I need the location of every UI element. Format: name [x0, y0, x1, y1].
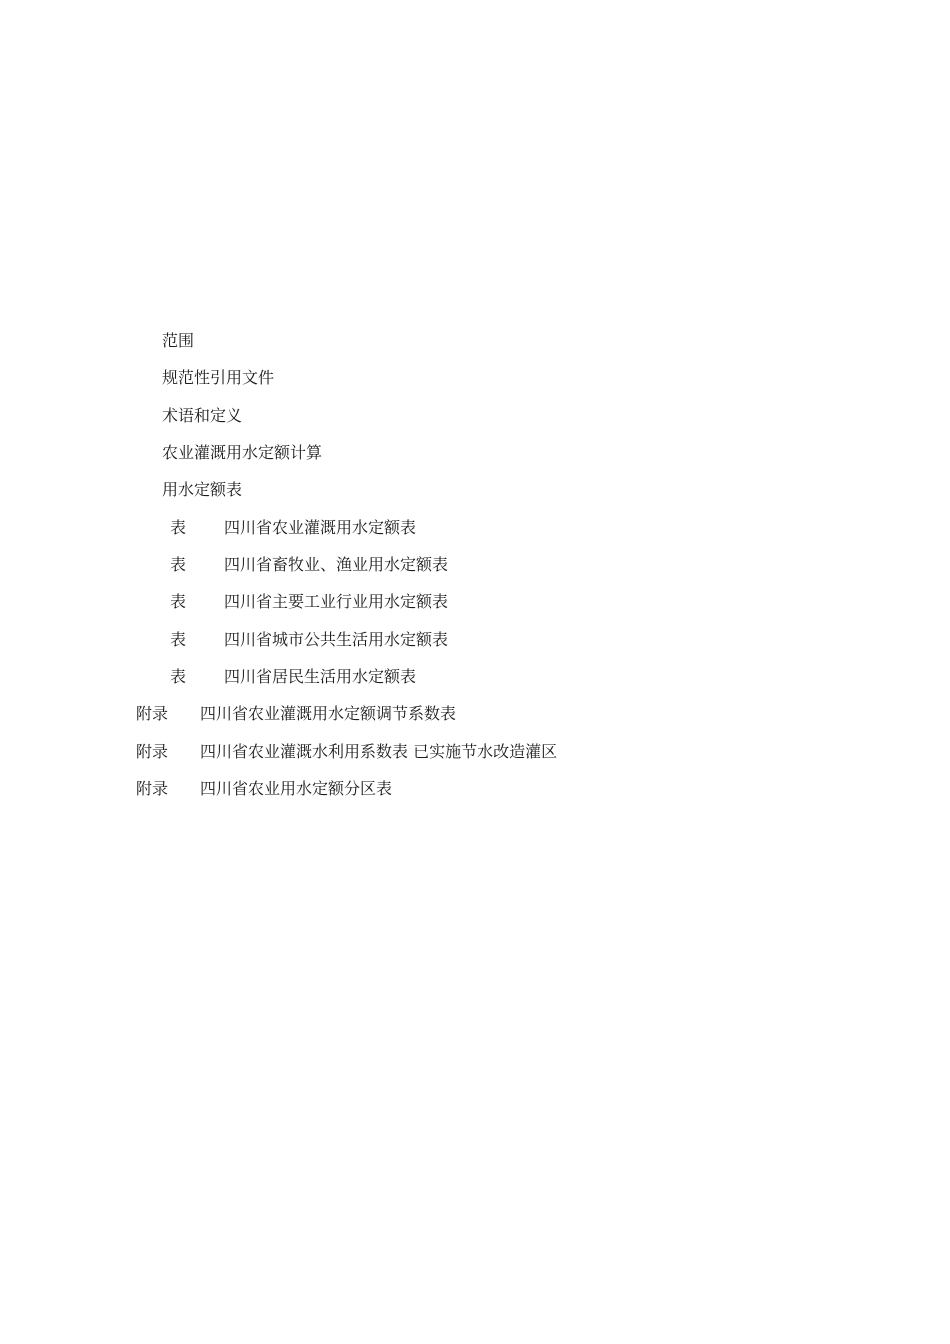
toc-table-prefix: 表 [170, 630, 187, 649]
toc-appendix-title: 四川省农业用水定额分区表 [200, 779, 393, 798]
toc-table-title: 四川省畜牧业、渔业用水定额表 [224, 555, 449, 574]
toc-table-prefix: 表 [170, 518, 187, 537]
toc-appendix-prefix: 附录 [136, 704, 169, 723]
toc-section-title: 农业灌溉用水定额计算 [162, 443, 323, 462]
toc-heading [0, 198, 950, 226]
toc-section-title: 规范性引用文件 [162, 368, 275, 387]
toc-appendix-prefix: 附录 [136, 779, 169, 798]
toc-appendix-prefix: 附录 [136, 742, 169, 761]
toc-table-title: 四川省城市公共生活用水定额表 [224, 630, 449, 649]
toc-table-prefix: 表 [170, 592, 187, 611]
toc-table-title: 四川省农业灌溉用水定额表 [224, 518, 417, 537]
toc-table-prefix: 表 [170, 555, 187, 574]
toc-section-title: 术语和定义 [162, 406, 243, 425]
toc-table-title: 四川省主要工业行业用水定额表 [224, 592, 449, 611]
toc-table-prefix: 表 [170, 667, 187, 686]
toc-section-title: 用水定额表 [162, 480, 243, 499]
toc-appendix-title: 四川省农业灌溉水利用系数表 已实施节水改造灌区 [200, 742, 558, 761]
toc-appendix-title: 四川省农业灌溉用水定额调节系数表 [200, 704, 457, 723]
toc-section-title: 范围 [162, 331, 195, 350]
toc-table-title: 四川省居民生活用水定额表 [224, 667, 417, 686]
